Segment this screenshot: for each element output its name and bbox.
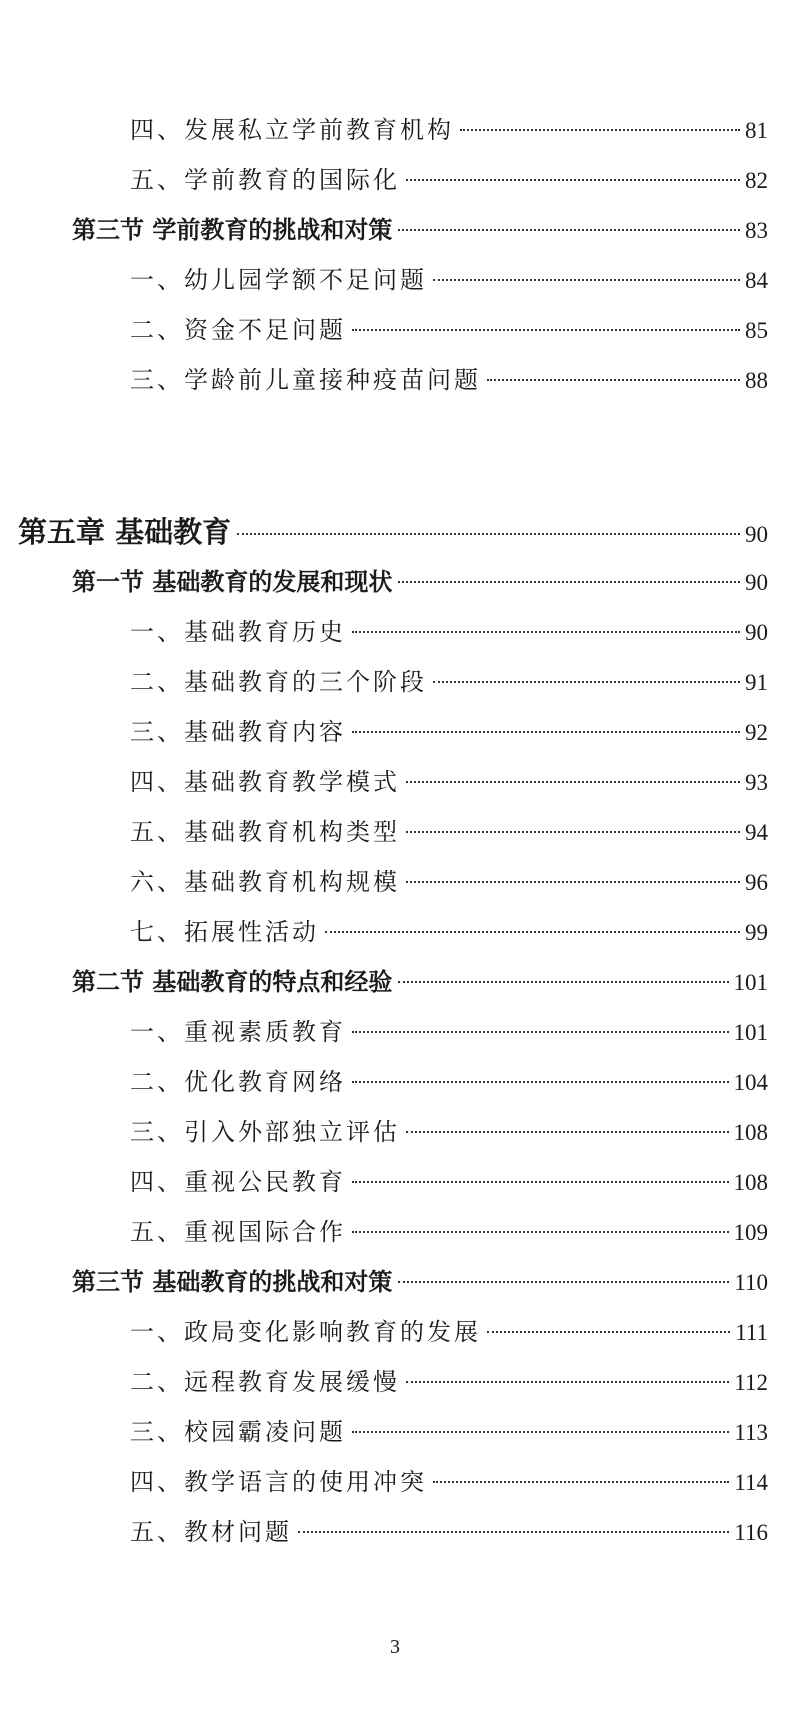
toc-entry-title: 三、校园霸凌问题: [130, 1418, 346, 1446]
toc-entry-page: 111: [735, 1320, 768, 1345]
toc-entry-page: 110: [734, 1270, 768, 1295]
toc-item-entry[interactable]: [130, 812, 768, 852]
toc-entry-title: 三、引入外部独立评估: [130, 1118, 400, 1146]
toc-entry-title: 四、重视公民教育: [130, 1168, 346, 1196]
toc-entry-title: 七、拓展性活动: [130, 918, 319, 946]
dot-leader: [406, 179, 740, 181]
toc-entry-page: 85: [745, 318, 768, 343]
toc-item-entry[interactable]: [130, 1362, 768, 1402]
toc-item-entry[interactable]: [130, 1412, 768, 1452]
dot-leader: [352, 329, 740, 331]
dot-leader: [352, 1081, 729, 1083]
toc-entry-title: 五、学前教育的国际化: [130, 166, 400, 194]
toc-entry-page: 104: [733, 1070, 768, 1095]
toc-section-entry[interactable]: [72, 210, 768, 250]
dot-leader: [433, 279, 740, 281]
toc-entry-page: 96: [745, 870, 768, 895]
toc-entry-title: 一、政局变化影响教育的发展: [130, 1318, 481, 1346]
toc-item-entry[interactable]: [130, 110, 768, 150]
toc-entry-page: 83: [745, 218, 768, 243]
toc-item-entry[interactable]: [130, 662, 768, 702]
toc-item-entry[interactable]: [130, 762, 768, 802]
dot-leader: [398, 981, 728, 983]
toc-item-entry[interactable]: [130, 612, 768, 652]
toc-entry-page: 101: [733, 1020, 768, 1045]
toc-entry-page: 91: [745, 670, 768, 695]
dot-leader: [433, 681, 740, 683]
toc-item-entry[interactable]: [130, 1462, 768, 1502]
toc-entry-title: 第三节 基础教育的挑战和对策: [72, 1267, 393, 1296]
toc-item-entry[interactable]: [130, 260, 768, 300]
dot-leader: [406, 1381, 729, 1383]
toc-item-entry[interactable]: [130, 1512, 768, 1552]
toc-entry-title: 五、教材问题: [130, 1518, 292, 1546]
dot-leader: [352, 1231, 729, 1233]
toc-entry-title: 一、重视素质教育: [130, 1018, 346, 1046]
dot-leader: [325, 931, 740, 933]
toc-entry-page: 94: [745, 820, 768, 845]
toc-entry-page: 93: [745, 770, 768, 795]
dot-leader: [352, 631, 740, 633]
toc-entry-page: 90: [745, 570, 768, 595]
toc-entry-title: 第一节 基础教育的发展和现状: [72, 567, 393, 596]
toc-entry-page: 90: [745, 522, 768, 547]
toc-entry-title: 一、幼儿园学额不足问题: [130, 266, 427, 294]
dot-leader: [487, 379, 740, 381]
toc-entry-title: 二、优化教育网络: [130, 1068, 346, 1096]
toc-entry-title: 四、教学语言的使用冲突: [130, 1468, 427, 1496]
toc-chapter-entry[interactable]: [18, 512, 768, 552]
toc-entry-title: 四、基础教育教学模式: [130, 768, 400, 796]
toc-item-entry[interactable]: [130, 1162, 768, 1202]
page-number: 3: [390, 1636, 400, 1658]
toc-entry-page: 108: [733, 1170, 768, 1195]
toc-entry-page: 84: [745, 268, 768, 293]
toc-item-entry[interactable]: [130, 1112, 768, 1152]
dot-leader: [398, 581, 740, 583]
toc-item-entry[interactable]: [130, 912, 768, 952]
dot-leader: [460, 129, 740, 131]
toc-entry-page: 99: [745, 920, 768, 945]
toc-item-entry[interactable]: [130, 712, 768, 752]
toc-item-entry[interactable]: [130, 1012, 768, 1052]
toc-entry-page: 101: [733, 970, 768, 995]
toc-entry-page: 109: [733, 1220, 768, 1245]
toc-item-entry[interactable]: [130, 160, 768, 200]
dot-leader: [398, 229, 740, 231]
toc-entry-title: 第二节 基础教育的特点和经验: [72, 967, 393, 996]
toc-entry-page: 108: [733, 1120, 768, 1145]
toc-entry-title: 二、资金不足问题: [130, 316, 346, 344]
toc-item-entry[interactable]: [130, 862, 768, 902]
toc-entry-page: 113: [734, 1420, 768, 1445]
toc-entry-page: 114: [734, 1470, 768, 1495]
toc-entry-page: 112: [734, 1370, 768, 1395]
toc-entry-title: 三、基础教育内容: [130, 718, 346, 746]
toc-entry-title: 一、基础教育历史: [130, 618, 346, 646]
toc-entry-page: 88: [745, 368, 768, 393]
toc-entry-title: 五、基础教育机构类型: [130, 818, 400, 846]
toc-entry-title: 二、基础教育的三个阶段: [130, 668, 427, 696]
toc-item-entry[interactable]: [130, 1312, 768, 1352]
toc-item-entry[interactable]: [130, 360, 768, 400]
dot-leader: [352, 1431, 729, 1433]
toc-section-entry[interactable]: [72, 562, 768, 602]
toc-entry-title: 第五章 基础教育: [18, 515, 232, 549]
toc-entry-page: 116: [734, 1520, 768, 1545]
dot-leader: [406, 881, 740, 883]
dot-leader: [352, 1181, 729, 1183]
toc-entry-page: 92: [745, 720, 768, 745]
dot-leader: [352, 1031, 729, 1033]
toc-entry-title: 五、重视国际合作: [130, 1218, 346, 1246]
dot-leader: [237, 533, 740, 535]
dot-leader: [406, 781, 740, 783]
dot-leader: [487, 1331, 730, 1333]
toc-entry-page: 82: [745, 168, 768, 193]
dot-leader: [398, 1281, 729, 1283]
toc-entry-title: 三、学龄前儿童接种疫苗问题: [130, 366, 481, 394]
toc-item-entry[interactable]: [130, 1062, 768, 1102]
toc-entry-title: 二、远程教育发展缓慢: [130, 1368, 400, 1396]
dot-leader: [298, 1531, 729, 1533]
dot-leader: [433, 1481, 729, 1483]
toc-entry-title: 四、发展私立学前教育机构: [130, 116, 454, 144]
toc-item-entry[interactable]: [130, 1212, 768, 1252]
toc-section-entry[interactable]: [72, 962, 768, 1002]
toc-entry-title: 六、基础教育机构规模: [130, 868, 400, 896]
dot-leader: [406, 831, 740, 833]
toc-section-entry[interactable]: [72, 1262, 768, 1302]
toc-item-entry[interactable]: [130, 310, 768, 350]
toc-entry-title: 第三节 学前教育的挑战和对策: [72, 215, 393, 244]
dot-leader: [406, 1131, 729, 1133]
toc-entry-page: 90: [745, 620, 768, 645]
dot-leader: [352, 731, 740, 733]
toc-entry-page: 81: [745, 118, 768, 143]
